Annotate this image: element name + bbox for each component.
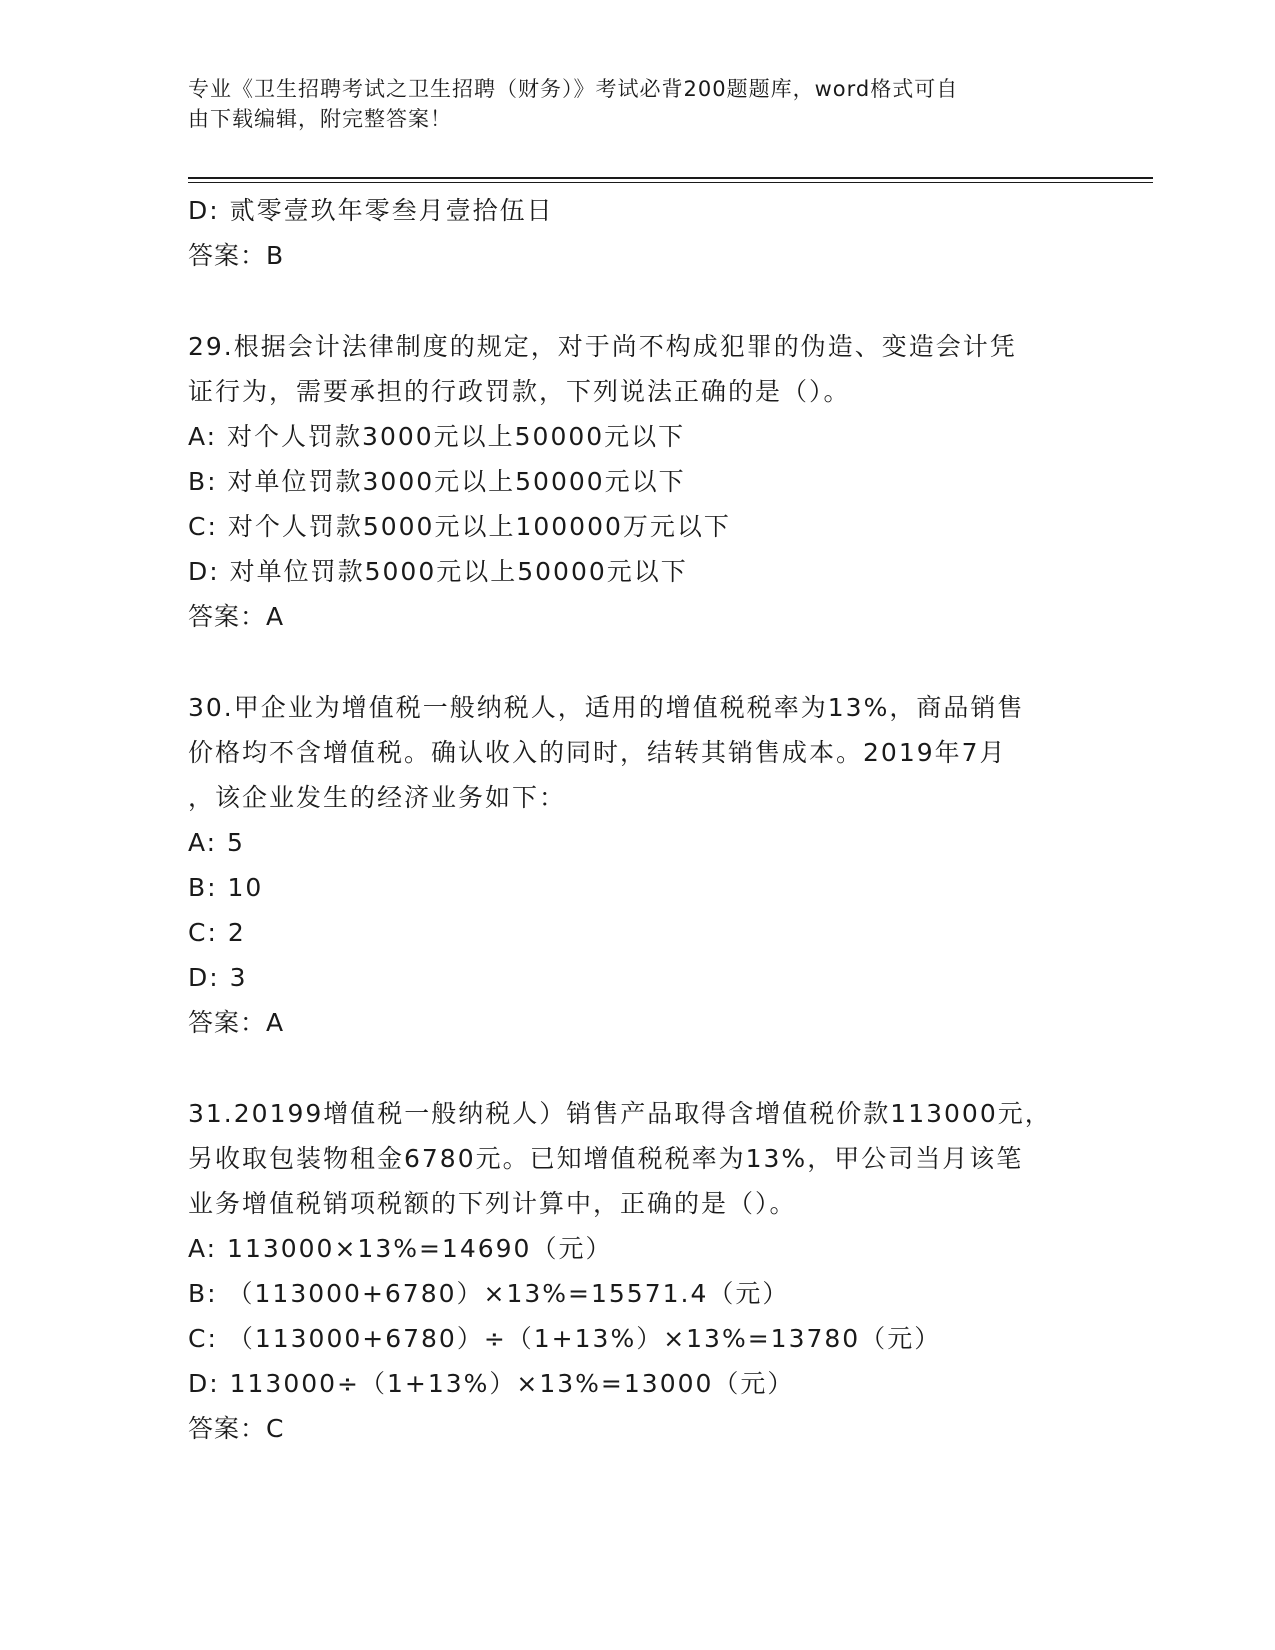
answer: 答案：B xyxy=(188,241,285,270)
question-31 xyxy=(188,1091,1088,1451)
option-c: C: 2 xyxy=(188,918,246,947)
option-d: D: 对单位罚款5000元以上50000元以下 xyxy=(188,557,688,586)
option-d: D: 贰零壹玖年零叁月壹拾伍日 xyxy=(188,196,554,225)
option-b: B: 10 xyxy=(188,873,264,902)
option-a: A: 对个人罚款3000元以上50000元以下 xyxy=(188,422,686,451)
option-d: D: 3 xyxy=(188,963,248,992)
answer: 答案：C xyxy=(188,1414,285,1443)
document-body xyxy=(188,188,1088,1451)
question-stem-line: 证行为，需要承担的行政罚款，下列说法正确的是（）。 xyxy=(188,377,851,406)
answer: 答案：A xyxy=(188,602,285,631)
question-29 xyxy=(188,324,1088,639)
question-stem-line: 30.甲企业为增值税一般纳税人，适用的增值税税率为13%，商品销售 xyxy=(188,693,1025,722)
question-stem-line: 业务增值税销项税额的下列计算中，正确的是（）。 xyxy=(188,1189,797,1218)
option-a: A: 5 xyxy=(188,828,245,857)
document-header: 专业《卫生招聘考试之卫生招聘（财务）》考试必背200题题库，word格式可自 由下载编辑，附完整答案！ xyxy=(188,77,959,131)
option-b: B: （113000+6780）×13%=15571.4（元） xyxy=(188,1279,790,1308)
question-stem-line: 29.根据会计法律制度的规定，对于尚不构成犯罪的伪造、变造会计凭 xyxy=(188,332,1017,361)
option-a: A: 113000×13%=14690（元） xyxy=(188,1234,613,1263)
option-c: C: 对个人罚款5000元以上100000万元以下 xyxy=(188,512,731,541)
question-stem-line: 价格均不含增值税。确认收入的同时，结转其销售成本。2019年7月 xyxy=(188,738,1007,767)
question-30 xyxy=(188,685,1088,1045)
header-rule-thick xyxy=(188,177,1153,179)
question-stem-line: ，该企业发生的经济业务如下： xyxy=(188,783,567,812)
question-stem-line: 另收取包装物租金6780元。已知增值税税率为13%，甲公司当月该笔 xyxy=(188,1144,1024,1173)
question-stem-line: 31.20199增值税一般纳税人）销售产品取得含增值税价款113000元， xyxy=(188,1099,1052,1128)
header-rule-thin xyxy=(188,182,1153,183)
option-c: C: （113000+6780）÷（1+13%）×13%=13780（元） xyxy=(188,1324,942,1353)
answer: 答案：A xyxy=(188,1008,285,1037)
option-d: D: 113000÷（1+13%）×13%=13000（元） xyxy=(188,1369,795,1398)
option-b: B: 对单位罚款3000元以上50000元以下 xyxy=(188,467,686,496)
